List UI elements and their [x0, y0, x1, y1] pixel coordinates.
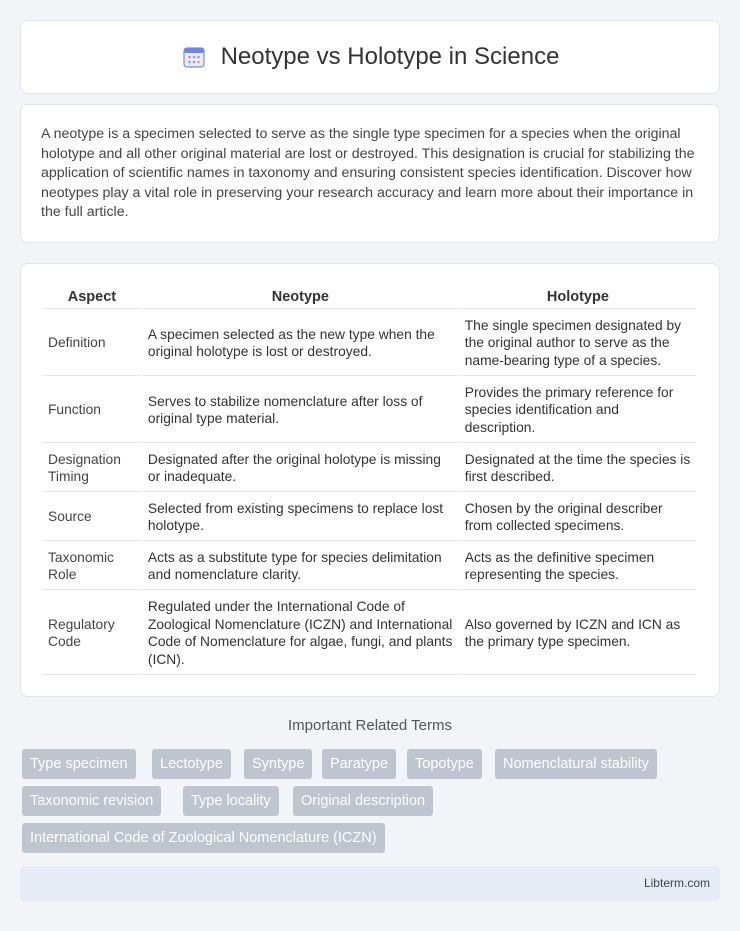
- intro-text: A neotype is a specimen selected to serve as the single type specimen for a species when the original holotype and all other original material are lost or destroyed. This designation is crucial for stabilizing the application of scientific names in taxonomy and ensuring consistent species identification. Discover how neotypes play a vital role in preserving your research accuracy and learn more about their importance in the full article.: [41, 126, 695, 221]
- page-title: Neotype vs Holotype in Science: [220, 43, 560, 70]
- cell-neotype: Designated after the original holotype is missing or inadequate.: [143, 445, 458, 492]
- table-row: [43, 543, 696, 590]
- cell-holotype: Acts as the definitive specimen representing the species.: [460, 543, 696, 590]
- cell-aspect: Source: [43, 494, 141, 541]
- table-row: [43, 311, 696, 376]
- calendar-icon: [181, 44, 207, 70]
- table-header-row: [43, 286, 696, 309]
- table-row: [43, 592, 696, 675]
- title-card: [20, 20, 720, 94]
- cell-neotype: Serves to stabilize nomenclature after loss of original type material.: [143, 378, 458, 443]
- cell-neotype: Acts as a substitute type for species delimitation and nomenclature clarity.: [143, 543, 458, 590]
- cell-neotype: A specimen selected as the new type when the original holotype is lost or destroyed.: [143, 311, 458, 376]
- cell-aspect: Function: [43, 378, 141, 443]
- intro-card: [20, 104, 720, 243]
- header-neotype: Neotype: [143, 286, 458, 309]
- header-holotype: Holotype: [460, 286, 696, 309]
- table-row: [43, 445, 696, 492]
- tag-lectotype[interactable]: Lectotype: [152, 749, 231, 779]
- tag-iczn[interactable]: International Code of Zoological Nomenclature (ICZN): [22, 823, 385, 853]
- header-aspect: Aspect: [43, 286, 141, 309]
- table-row: [43, 378, 696, 443]
- comparison-card: [20, 263, 720, 697]
- comparison-table: [41, 284, 698, 677]
- table-row: [43, 494, 696, 541]
- footer-brand[interactable]: Libterm.com: [643, 876, 710, 890]
- cell-holotype: Provides the primary reference for species identification and description.: [460, 378, 696, 443]
- cell-holotype: Chosen by the original describer from collected specimens.: [460, 494, 696, 541]
- cell-aspect: Regulatory Code: [43, 592, 141, 675]
- tag-taxonomic-revision[interactable]: Taxonomic revision: [22, 786, 161, 816]
- tag-paratype[interactable]: Paratype: [322, 749, 396, 779]
- cell-aspect: Taxonomic Role: [43, 543, 141, 590]
- tag-topotype[interactable]: Topotype: [407, 749, 482, 779]
- cell-aspect: Designation Timing: [43, 445, 141, 492]
- tag-original-description[interactable]: Original description: [293, 786, 433, 816]
- cell-holotype: The single specimen designated by the original author to serve as the name-bearing type of a species.: [460, 311, 696, 376]
- cell-holotype: Also governed by ICZN and ICN as the primary type specimen.: [460, 592, 696, 675]
- tag-nomenclatural-stability[interactable]: Nomenclatural stability: [495, 749, 657, 779]
- tag-type-specimen[interactable]: Type specimen: [22, 749, 136, 779]
- tag-syntype[interactable]: Syntype: [244, 749, 312, 779]
- tag-type-locality[interactable]: Type locality: [183, 786, 279, 816]
- cell-neotype: Selected from existing specimens to replace lost holotype.: [143, 494, 458, 541]
- related-terms-title: Important Related Terms: [288, 717, 452, 734]
- footer: [20, 866, 720, 901]
- cell-aspect: Definition: [43, 311, 141, 376]
- cell-holotype: Designated at the time the species is first described.: [460, 445, 696, 492]
- cell-neotype: Regulated under the International Code of Zoological Nomenclature (ICZN) and International Code of Nomenclature for algae, fungi, and plants (ICN).: [143, 592, 458, 675]
